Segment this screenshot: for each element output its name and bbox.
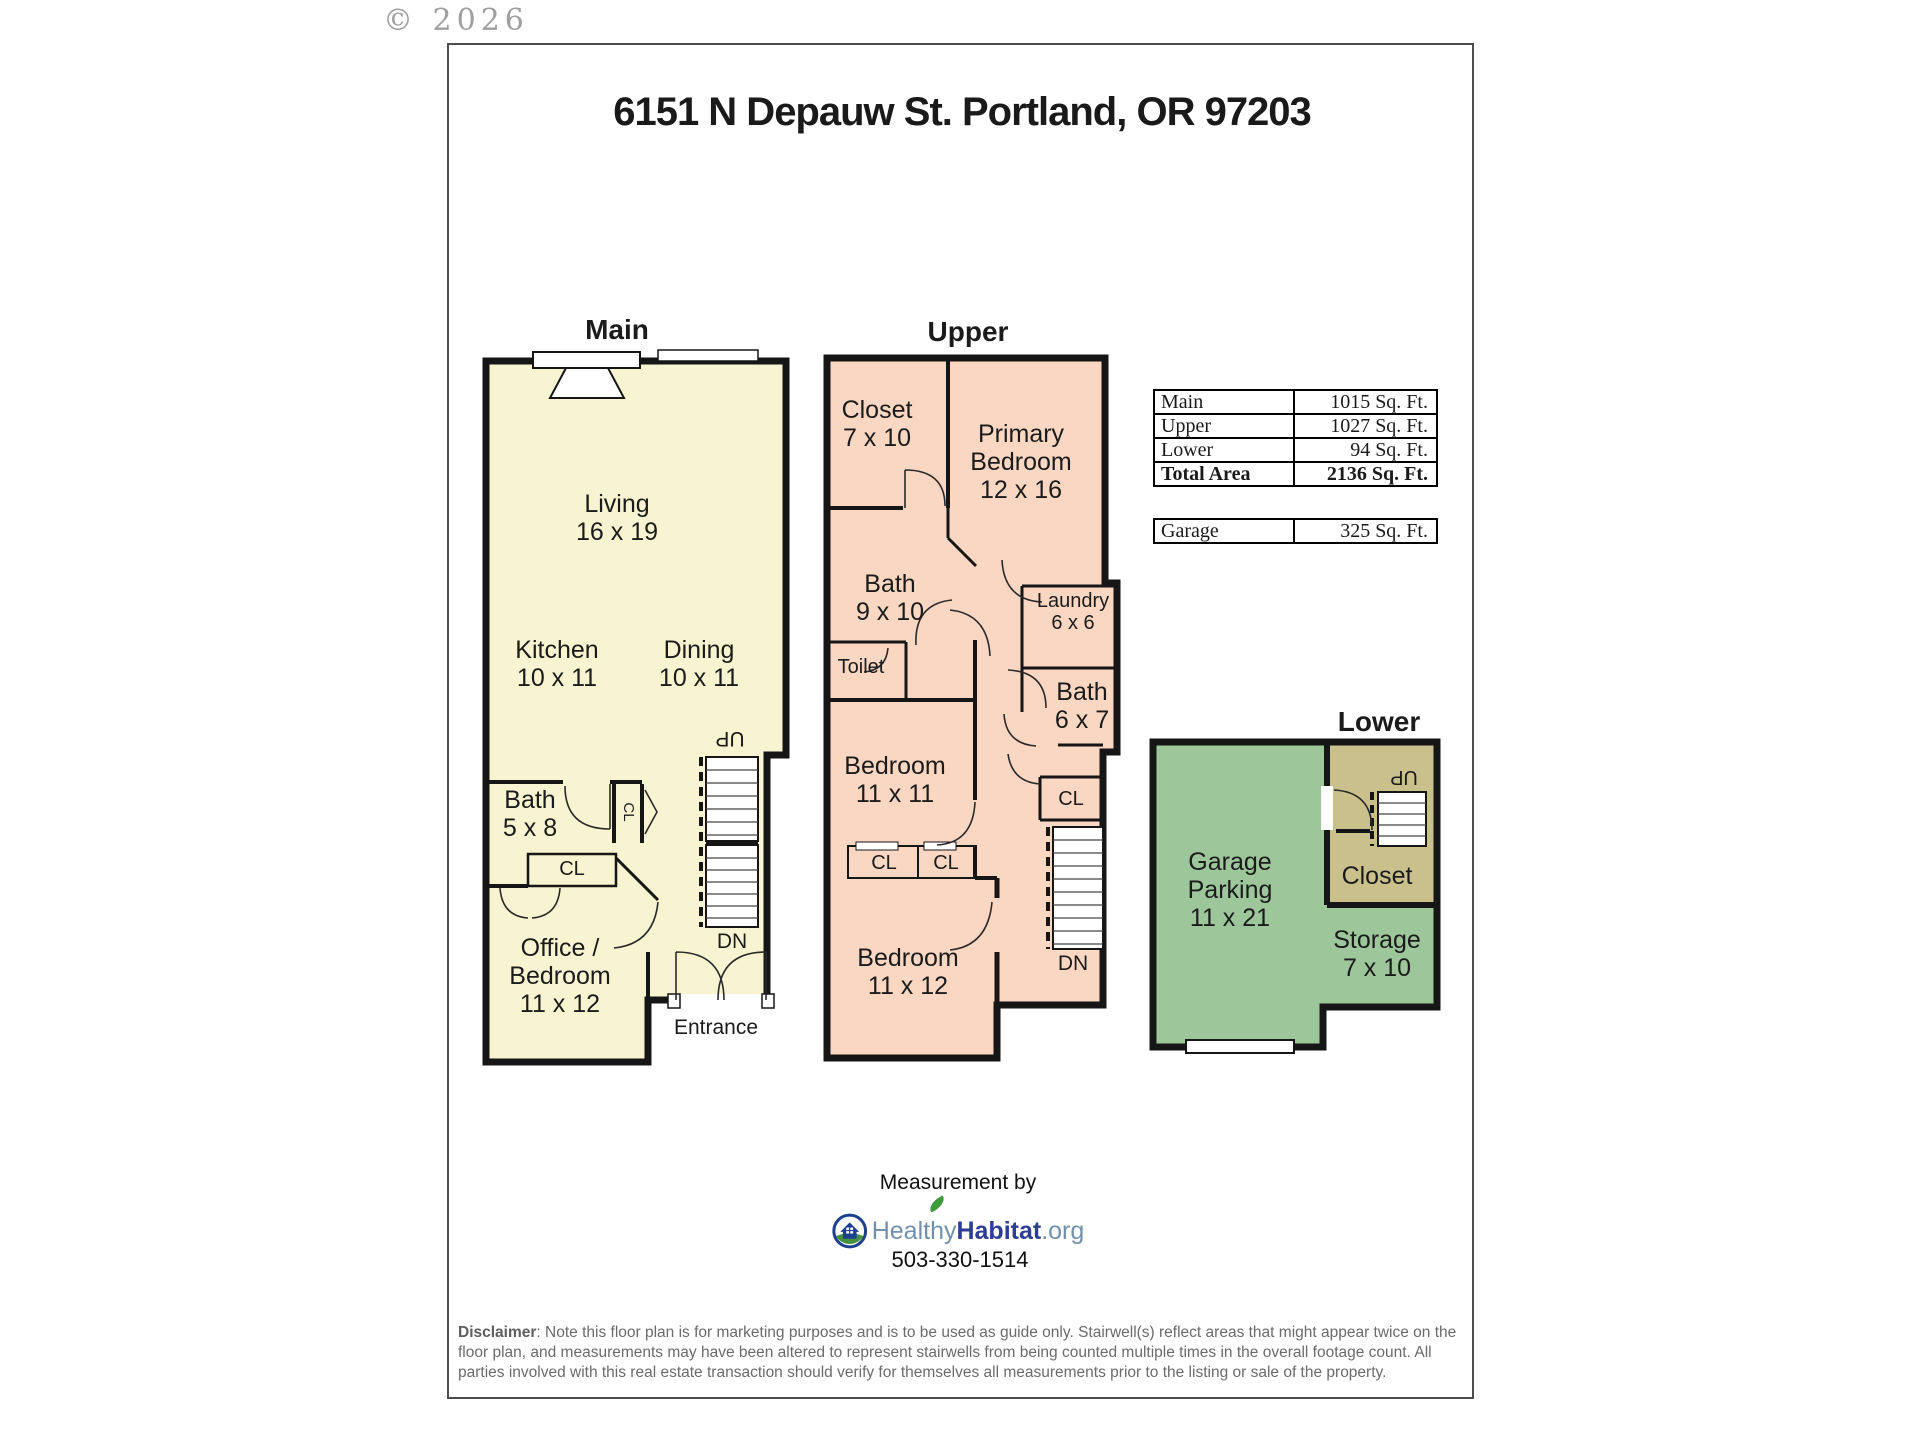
- closet-label-upper-b: CL: [933, 852, 959, 874]
- room-label-bath-9x10: Bath 9 x 10: [855, 570, 925, 626]
- room-label-dining: Dining 10 x 11: [658, 636, 740, 692]
- area-table: [1153, 389, 1438, 487]
- stairs-dn-label-upper: DN: [1057, 952, 1089, 975]
- room-label-office-bedroom: Office / Bedroom 11 x 12: [509, 934, 611, 1018]
- level-heading-upper: Upper: [927, 316, 1009, 347]
- level-heading-lower: Lower: [1337, 706, 1421, 737]
- room-label-primary-bedroom: Primary Bedroom 12 x 16: [970, 420, 1072, 504]
- garage-area-table: [1153, 518, 1438, 544]
- page-title: 6151 N Depauw St. Portland, OR 97203: [613, 90, 1311, 134]
- measurement-by-text: Measurement by: [879, 1171, 1037, 1194]
- stairs-up-label-main: UP: [715, 727, 745, 750]
- level-heading-main: Main: [585, 314, 649, 345]
- table-row: Upper 1027 Sq. Ft.: [1155, 413, 1436, 437]
- table-row: Main 1015 Sq. Ft.: [1155, 391, 1436, 413]
- room-label-garage-parking: Garage Parking 11 x 21: [1187, 848, 1273, 932]
- room-label-kitchen: Kitchen 10 x 11: [515, 636, 599, 692]
- room-label-living: Living 16 x 19: [575, 490, 659, 546]
- stairs-dn-label-main: DN: [716, 930, 748, 953]
- closet-label-upper-a: CL: [871, 852, 897, 874]
- house-globe-icon: [832, 1213, 868, 1249]
- disclaimer-text: Disclaimer: Note this floor plan is for marketing purposes and is to be used as guide only. Stairwell(s) reflect areas that might appear twice on the floor plan, and measurements may have been altered to represent stairwells from being counted multiple times in the overall footage count. All parties involved with this real estate transaction should verify for themselves all measurements prior to the listing or sale of the property.: [458, 1324, 1457, 1381]
- table-row: Lower 94 Sq. Ft.: [1155, 437, 1436, 461]
- stairs-up-label-lower: UP: [1390, 766, 1418, 788]
- table-row-total: Total Area 2136 Sq. Ft.: [1155, 461, 1436, 485]
- healthyhabitat-logo: [832, 1212, 1085, 1250]
- room-label-closet-lower: Closet: [1341, 862, 1413, 890]
- logo-wordmark: HealthyHabitat.org: [871, 1216, 1085, 1245]
- closet-label-main-vertical: CL: [620, 802, 637, 822]
- room-label-bath-main: Bath 5 x 8: [502, 786, 558, 842]
- room-label-laundry: Laundry 6 x 6: [1036, 590, 1110, 634]
- table-row-garage: Garage 325 Sq. Ft.: [1155, 520, 1436, 542]
- closet-label-main: CL: [559, 858, 585, 880]
- room-label-bath-6x7: Bath 6 x 7: [1054, 678, 1110, 734]
- room-label-storage: Storage 7 x 10: [1333, 926, 1421, 982]
- room-label-toilet: Toilet: [837, 656, 885, 678]
- room-label-bedroom-11x11: Bedroom 11 x 11: [844, 752, 946, 808]
- copyright-watermark: © 2026: [383, 3, 529, 38]
- room-label-bedroom-11x12: Bedroom 11 x 12: [857, 944, 959, 1000]
- entrance-label: Entrance: [673, 1016, 759, 1039]
- room-label-closet-upper: Closet 7 x 10: [841, 396, 913, 452]
- closet-label-upper-hall: CL: [1058, 788, 1084, 810]
- disclaimer-label: Disclaimer: [458, 1324, 537, 1341]
- phone-number: 503-330-1514: [891, 1247, 1029, 1272]
